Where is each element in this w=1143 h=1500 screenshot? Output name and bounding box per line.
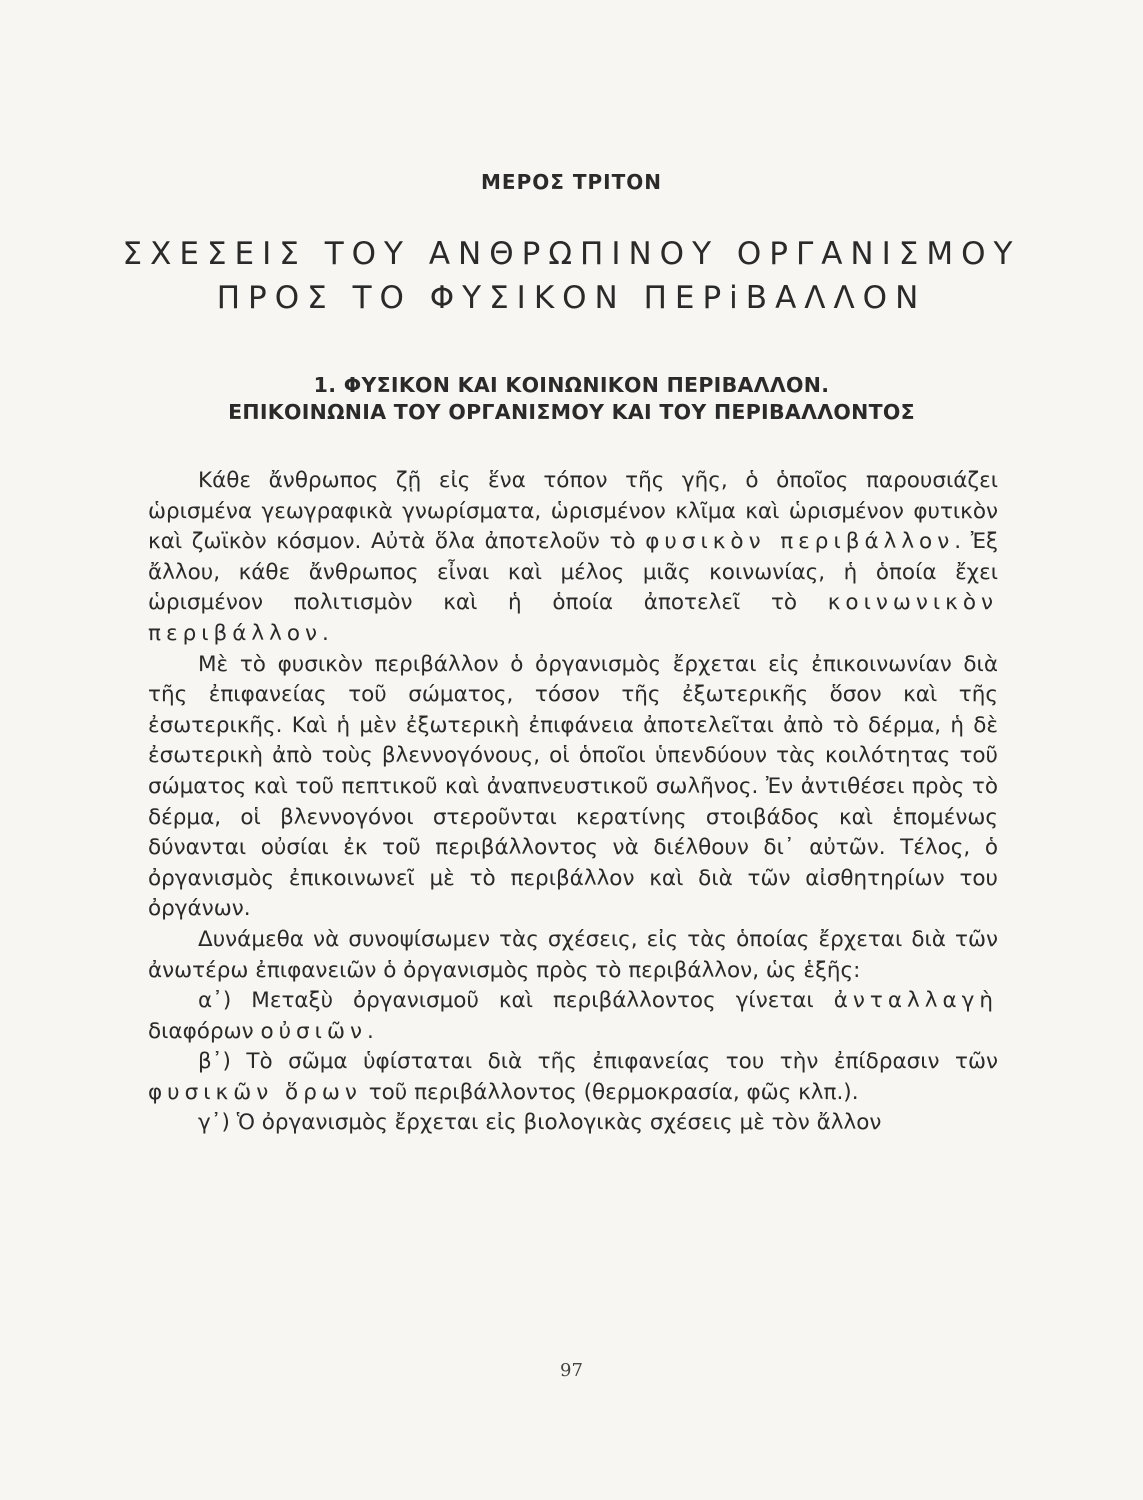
- paragraph-1: [148, 466, 998, 650]
- body-text: [148, 466, 998, 1139]
- paragraph-4-text-b: διαφόρων: [148, 1018, 254, 1044]
- term-substances: οὐσιῶν: [260, 1018, 367, 1044]
- paragraph-4-text-c: .: [366, 1018, 374, 1044]
- page-number: 97: [560, 1360, 583, 1381]
- section-heading-line-2: ΕΠΙΚΟΙΝΩΝΙΑ ΤΟΥ ΟΡΓΑΝΙΣΜΟΥ ΚΑΙ ΤΟΥ ΠΕΡΙΒΑΛΛΟΝΤΟΣ: [228, 400, 915, 424]
- term-exchange: ἀνταλλαγὴ: [833, 988, 998, 1014]
- section-heading: [0, 372, 1143, 426]
- paragraph-6: γ᾽) Ὁ ὀργανισμὸς ἔρχεται εἰς βιολογικὰς σχέσεις μὲ τὸν ἄλλον: [198, 1110, 882, 1136]
- part-title: ΜΕΡΟΣ ΤΡΙΤΟΝ: [481, 170, 662, 194]
- term-social-environment: κοινωνικὸν περιβάλλον: [148, 590, 998, 646]
- paragraph-4: [148, 986, 998, 1047]
- main-title-line-2: ΠΡΟΣ ΤΟ ΦΥΣΙΚΟΝ ΠΕΡiΒΑΛΛΟΝ: [216, 280, 927, 316]
- paragraph-2: Μὲ τὸ φυσικὸν περιβάλλον ὁ ὀργανισμὸς ἔρχεται εἰς ἐπικοινωνίαν διὰ τῆς ἐπιφανείας τοῦ σώματος, τόσον τῆς ἐξωτερικῆς ὅσον καὶ τῆς ἐσωτερικῆς. Καὶ ἡ μὲν ἐξωτερικὴ ἐπιφάνεια ἀποτελεῖται ἀπὸ τὸ δέρμα, ἡ δὲ ἐσωτερικὴ ἀπὸ τοὺς βλεννογόνους, οἱ ὁποῖοι ὑπενδύουν τὰς κοιλότητας τοῦ σώματος καὶ τοῦ πεπτικοῦ καὶ ἀναπνευστικοῦ σωλῆνος. Ἐν ἀντιθέσει πρὸς τὸ δέρμα, οἱ βλεννογόνοι στεροῦνται κερατίνης στοιβάδος καὶ ἑπομένως δύνανται οὐσίαι ἐκ τοῦ περιβάλλοντος νὰ διέλθουν δι᾽ αὐτῶν. Τέλος, ὁ ὀργανισμὸς ἐπικοινωνεῖ μὲ τὸ περιβάλλον καὶ διὰ τῶν αἰσθητηρίων του ὀργάνων.: [148, 651, 998, 922]
- main-title-line-1: ΣΧΕΣΕΙΣ ΤΟΥ ΑΝΘΡΩΠΙΝΟΥ ΟΡΓΑΝΙΣΜΟΥ: [122, 236, 1021, 272]
- paragraph-3: Δυνάμεθα νὰ συνοψίσωμεν τὰς σχέσεις, εἰς τὰς ὁποίας ἔρχεται διὰ τῶν ἀνωτέρω ἐπιφανειῶν ὁ ὀργανισμὸς πρὸς τὸ περιβάλλον, ὡς ἑξῆς:: [148, 926, 998, 983]
- term-physical-conditions: φυσικῶν ὅρων: [148, 1079, 362, 1105]
- paragraph-5-text-a: β᾽) Τὸ σῶμα ὑφίσταται διὰ τῆς ἐπιφανείας του τὴν ἐπίδρασιν τῶν: [198, 1049, 998, 1075]
- paragraph-1-text-c: .: [322, 620, 329, 646]
- paragraph-5-text-b: τοῦ περιβάλλοντος (θερμοκρασία, φῶς κλπ.).: [368, 1079, 859, 1105]
- paragraph-5: [148, 1047, 998, 1108]
- paragraph-4-text-a: α᾽) Μεταξὺ ὀργανισμοῦ καὶ περιβάλλοντος γίνεται: [198, 988, 814, 1014]
- paragraph-1-text-b: . Ἐξ ἄλλου, κάθε ἄνθρωπος εἶναι καὶ μέλος μιᾶς κοινωνίας, ἡ ὁποία ἔχει ὡρισμένον πολιτισμὸν καὶ ἡ ὁποία ἀποτελεῖ τὸ: [148, 529, 998, 616]
- main-title: [0, 232, 1143, 320]
- paragraph-1-text-a: Κάθε ἄνθρωπος ζῇ εἰς ἕνα τόπον τῆς γῆς, ὁ ὁποῖος παρουσιάζει ὡρισμένα γεωγραφικὰ γνωρίσματα, ὡρισμένον κλῖμα καὶ ὡρισμένον φυτικὸν καὶ ζωϊκὸν κόσμον. Αὐτὰ ὅλα ἀποτελοῦν τὸ: [148, 468, 998, 555]
- term-physical-environment: φυσικὸν περιβάλλον: [645, 529, 955, 555]
- section-heading-line-1: 1. ΦΥΣΙΚΟΝ ΚΑΙ ΚΟΙΝΩΝΙΚΟΝ ΠΕΡΙΒΑΛΛΟΝ.: [313, 373, 830, 397]
